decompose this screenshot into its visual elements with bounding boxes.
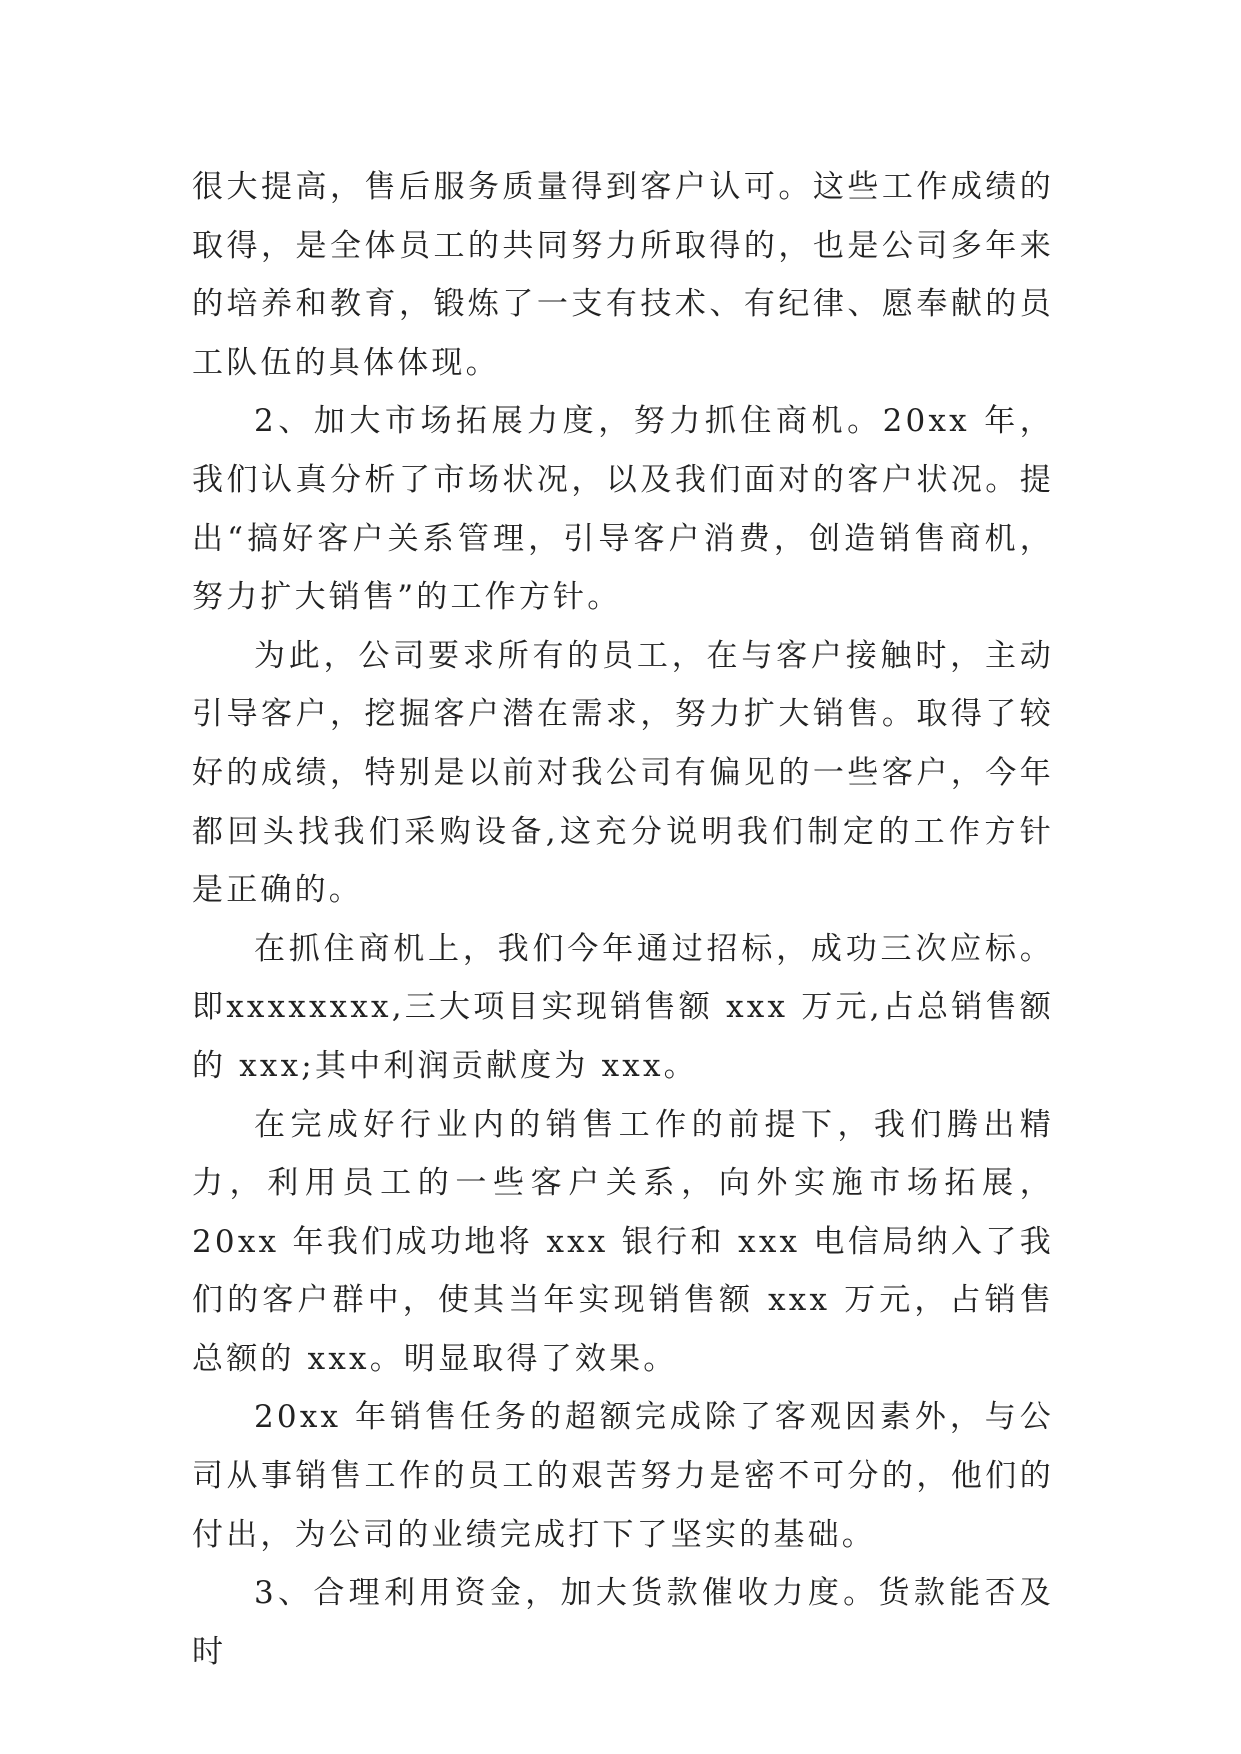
paragraph-1: 很大提高，售后服务质量得到客户认可。这些工作成绩的取得，是全体员工的共同努力所取得的，也是公司多年来的培养和教育，锻炼了一支有技术、有纪律、愿奉献的员工队伍的具体体现。: [192, 169, 1054, 381]
paragraph-3: 为此，公司要求所有的员工，在与客户接触时，主动引导客户，挖掘客户潜在需求，努力扩大销售。取得了较好的成绩，特别是以前对我公司有偏见的一些客户，今年都回头找我们采购设备,这充分说明我们制定的工作方针是正确的。: [192, 637, 1054, 909]
paragraph-5: 在完成好行业内的销售工作的前提下，我们腾出精力，利用员工的一些客户关系，向外实施市场拓展，20xx 年我们成功地将 xxx 银行和 xxx 电信局纳入了我们的客户群中，使其当年实现销售额 xxx 万元，占销售总额的 xxx。明显取得了效果。: [192, 1106, 1054, 1377]
paragraph-6: 20xx 年销售任务的超额完成除了客观因素外，与公司从事销售工作的员工的艰苦努力是密不可分的，他们的付出，为公司的业绩完成打下了坚实的基础。: [192, 1399, 1054, 1553]
paragraph-2: 2、加大市场拓展力度，努力抓住商机。20xx 年，我们认真分析了市场状况，以及我们面对的客户状况。提出“搞好客户关系管理，引导客户消费，创造销售商机，努力扩大销售”的工作方针。: [192, 403, 1054, 616]
paragraph-7: 3、合理利用资金，加大货款催收力度。货款能否及时: [192, 1575, 1054, 1670]
paragraph-4: 在抓住商机上，我们今年通过招标，成功三次应标。即xxxxxxxx,三大项目实现销售额 xxx 万元,占总销售额的 xxx;其中利润贡献度为 xxx。: [192, 930, 1054, 1084]
document-body: [192, 158, 1054, 1681]
